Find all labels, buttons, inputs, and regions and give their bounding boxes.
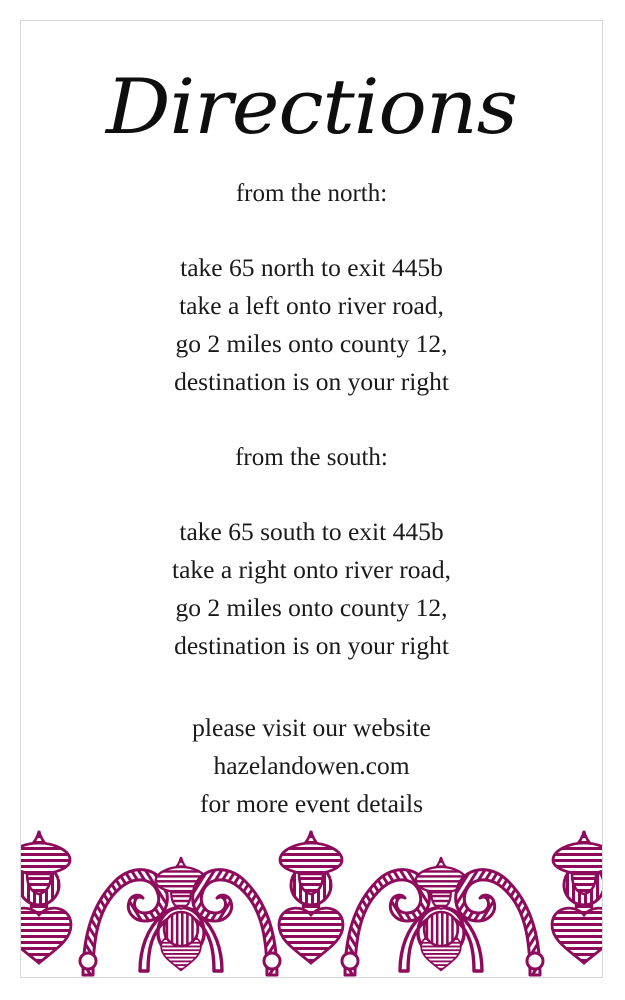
paisley-border-ornament [21, 817, 602, 977]
website-block [21, 709, 602, 823]
north-line-3: go 2 miles onto county 12, [175, 329, 448, 358]
north-line-1: take 65 north to exit 445b [180, 253, 443, 282]
north-line-2: take a left onto river road, [179, 291, 444, 320]
website-url[interactable]: hazelandowen.com [213, 751, 410, 780]
south-line-2: take a right onto river road, [172, 555, 451, 584]
motif-center [193, 831, 430, 975]
motif-left-edge [21, 831, 167, 975]
directions-card [20, 20, 603, 978]
page-title: Directions [106, 62, 517, 151]
spacer [21, 473, 602, 513]
spacer [21, 401, 602, 443]
directions-south [21, 443, 602, 665]
spacer [21, 209, 602, 249]
paisley-border-svg [21, 817, 602, 977]
south-line-1: take 65 south to exit 445b [179, 517, 444, 546]
south-line-3: go 2 miles onto county 12, [175, 593, 448, 622]
spacer [21, 665, 602, 709]
motif-small-1 [140, 857, 222, 971]
directions-north [21, 179, 602, 401]
south-heading: from the south: [235, 444, 388, 471]
card-content [21, 21, 602, 823]
motif-small-2 [400, 857, 482, 971]
north-heading: from the north: [235, 180, 388, 207]
website-line-3: for more event details [199, 789, 424, 818]
motif-right-edge [456, 831, 602, 975]
ornament-shapes [21, 831, 602, 975]
website-line-1: please visit our website [192, 713, 431, 742]
south-line-4: destination is on your right [174, 631, 449, 660]
north-line-4: destination is on your right [174, 367, 449, 396]
